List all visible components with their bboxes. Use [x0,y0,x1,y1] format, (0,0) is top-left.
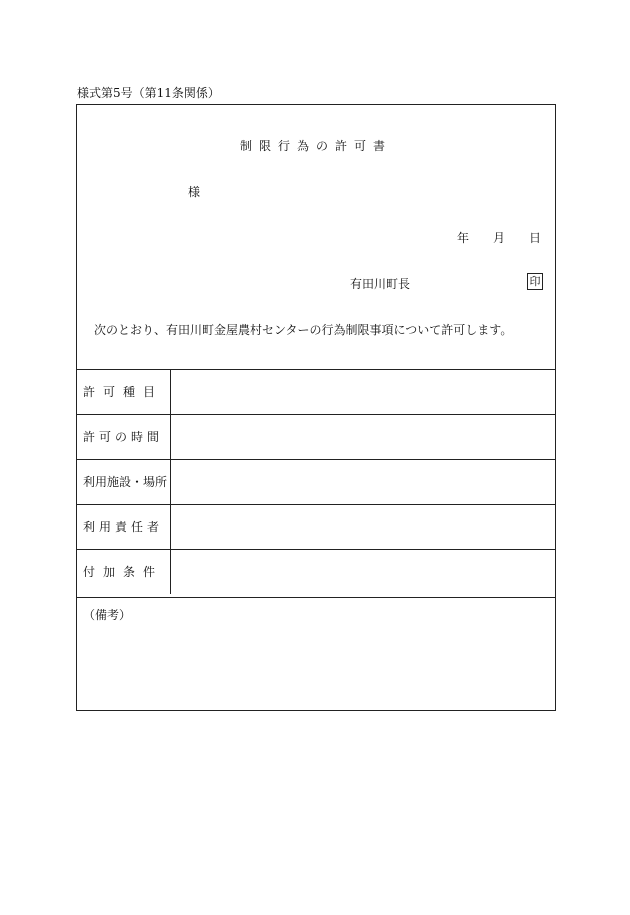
permit-details-table [77,369,555,594]
row-value-permit-time[interactable] [172,415,555,459]
table-row [77,459,555,504]
table-row [77,369,555,414]
row-value-permit-type[interactable] [172,370,555,414]
permit-statement: 次のとおり、有田川町金屋農村センターの行為制限事項について許可します。 [94,323,513,337]
table-row [77,504,555,549]
date-month-label: 月 [493,231,506,245]
addressee-honorific: 様 [188,185,201,199]
row-label-responsible-person: 利用責任者 [77,505,171,549]
row-value-additional-conditions[interactable] [172,550,555,594]
remarks-section[interactable] [77,597,555,710]
table-row [77,414,555,459]
row-value-responsible-person[interactable] [172,505,555,549]
row-label-permit-time: 許可の時間 [77,415,171,459]
issuer-name: 有田川町長 [350,277,411,291]
table-row [77,549,555,594]
form-number: 様式第5号（第11条関係） [77,86,220,100]
document-title: 制限行為の許可書 [239,139,392,153]
remarks-label: （備考） [83,608,132,622]
date-year-label: 年 [457,231,470,245]
row-value-facility-location[interactable] [172,460,555,504]
seal-mark: 印 [527,273,543,290]
permit-form [76,104,556,711]
row-label-facility-location: 利用施設・場所 [77,460,171,504]
row-label-permit-type: 許可種目 [77,370,171,414]
row-label-additional-conditions: 付加条件 [77,550,171,594]
date-day-label: 日 [529,231,542,245]
